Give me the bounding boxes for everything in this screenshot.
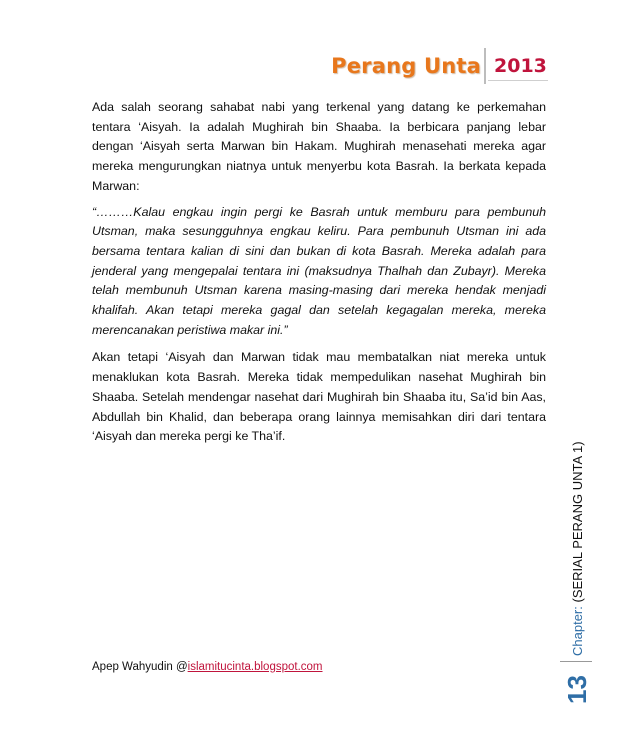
header-year: 2013 (494, 55, 547, 77)
sidebar-divider (560, 661, 592, 662)
header-title: Perang Unta (331, 54, 481, 78)
header-underline (488, 80, 548, 81)
quote-paragraph: “………Kalau engkau ingin pergi ke Basrah untuk memburu para pembunuh Utsman, maka sesungguhnya engkau keliru. Para pembunuh Utsman ini ada bersama tentara kalian di sini dan bukan di kota Basrah. Mereka adalah para jenderal yang mengepalai tentara ini (maksudnya Thalhah dan Zubayr). Mereka telah membunuh Utsman karena masing-masing dari mereka hendak menjadi khalifah. Akan tetapi mereka gagal dan setelah kegagalan mereka, mereka merencanakan peristiwa makar ini.” (92, 204, 546, 337)
footer-link[interactable]: islamitucinta.blogspot.com (187, 661, 323, 673)
page-number: 13 (562, 675, 592, 704)
page-number-box (562, 668, 592, 708)
body-text (92, 98, 546, 453)
paragraph-1: Ada salah seorang sahabat nabi yang terkenal yang datang ke perkemahan tentara ‘Aisyah. Ia adalah Mughirah bin Shaaba. Ia berbicara panjang lebar dengan ‘Aisyah serta Marwan bin Hakam. Mughirah menasehati mereka agar mereka mengurungkan niatnya untuk menyerbu kota Basrah. Ia berkata kepada Marwan: (92, 100, 546, 193)
paragraph-3: Akan tetapi ‘Aisyah dan Marwan tidak mau membatalkan niat mereka untuk menaklukan kota Basrah. Mereka tidak mempedulikan nasehat Mughirah bin Shaaba. Setelah mendengar nasehat dari Mughirah bin Shaaba itu, Sa’id bin Aas, Abdullah bin Khalid, dan beberapa orang lainnya memisahkan diri dari tentara ‘Aisyah dan mereka pergi ke Tha’if. (92, 350, 546, 444)
page-footer (92, 661, 323, 673)
chapter-title: (SERIAL PERANG UNTA 1) (570, 441, 585, 603)
chapter-sidebar (563, 326, 585, 656)
chapter-label: Chapter: (570, 606, 585, 656)
header-divider (484, 48, 486, 84)
footer-author: Apep Wahyudin @ (92, 661, 188, 673)
page-header (0, 52, 638, 82)
chapter-text (570, 441, 585, 656)
